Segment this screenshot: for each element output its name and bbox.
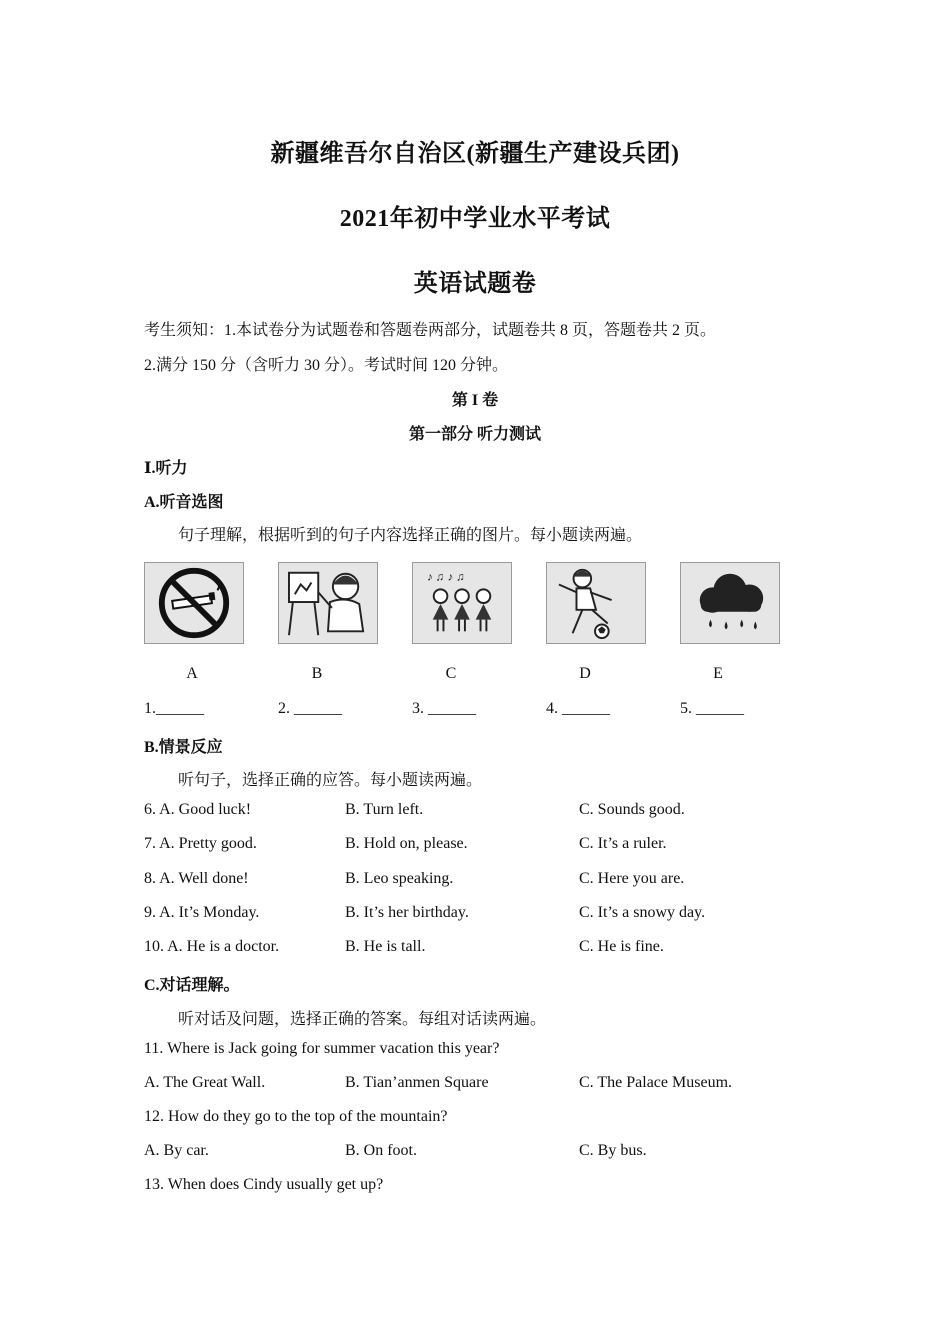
picture-label-c: C xyxy=(445,665,457,682)
picture-label-d: D xyxy=(579,665,591,682)
q10-option-b: B. He is tall. xyxy=(345,938,426,955)
q9-option-a: 9. A. It’s Monday. xyxy=(144,904,260,921)
picture-e xyxy=(680,562,780,644)
q13-stem: 13. When does Cindy usually get up? xyxy=(144,1176,384,1193)
section-b-heading: B.情景反应 xyxy=(144,739,223,756)
section-listening-heading: Ⅰ.听力 xyxy=(144,460,188,477)
q9-option-c: C. It’s a snowy day. xyxy=(579,904,706,921)
section-c-instruction: 听对话及问题，选择正确的答案。每组对话读两遍。 xyxy=(178,1011,547,1028)
q11-stem: 11. Where is Jack going for summer vacation this year? xyxy=(144,1040,500,1057)
no-smoking-icon xyxy=(145,563,243,643)
section-b-instruction: 听句子，选择正确的应答。每小题读两遍。 xyxy=(178,772,483,789)
q7-option-c: C. It’s a ruler. xyxy=(579,835,667,852)
q8-option-b: B. Leo speaking. xyxy=(345,870,454,887)
q12-option-b: B. On foot. xyxy=(345,1142,417,1159)
football-player-icon xyxy=(547,563,645,643)
svg-text:♪ ♫ ♪ ♫: ♪ ♫ ♪ ♫ xyxy=(426,570,465,584)
answer-blank-1[interactable]: 1.______ xyxy=(144,700,204,717)
q6-option-b: B. Turn left. xyxy=(345,801,424,818)
picture-label-e: E xyxy=(713,665,723,682)
q12-option-c: C. By bus. xyxy=(579,1142,647,1159)
picture-label-a: A xyxy=(186,665,198,682)
volume-heading: 第 I 卷 xyxy=(451,392,499,409)
picture-d xyxy=(546,562,646,644)
picture-b xyxy=(278,562,378,644)
notice-line-1: 考生须知：1.本试卷分为试题卷和答题卷两部分，试题卷共 8 页，答题卷共 2 页。 xyxy=(144,322,717,339)
section-a-heading: A.听音选图 xyxy=(144,494,224,511)
answer-blank-3[interactable]: 3. ______ xyxy=(412,700,476,717)
q11-option-c: C. The Palace Museum. xyxy=(579,1074,733,1091)
q10-option-c: C. He is fine. xyxy=(579,938,664,955)
singing-children-icon xyxy=(413,563,511,643)
q6-option-a: 6. A. Good luck! xyxy=(144,801,252,818)
section-a-instruction: 句子理解，根据听到的句子内容选择正确的图片。每小题读两遍。 xyxy=(178,527,643,544)
q9-option-b: B. It’s her birthday. xyxy=(345,904,469,921)
q12-option-a: A. By car. xyxy=(144,1142,209,1159)
q8-option-c: C. Here you are. xyxy=(579,870,685,887)
q11-option-b: B. Tian’anmen Square xyxy=(345,1074,489,1091)
q7-option-a: 7. A. Pretty good. xyxy=(144,835,257,852)
answer-blank-4[interactable]: 4. ______ xyxy=(546,700,610,717)
notice-line-2: 2.满分 150 分（含听力 30 分）。考试时间 120 分钟。 xyxy=(144,357,509,374)
q12-stem: 12. How do they go to the top of the mountain? xyxy=(144,1108,448,1125)
q11-option-a: A. The Great Wall. xyxy=(144,1074,266,1091)
picture-c xyxy=(412,562,512,644)
answer-blank-2[interactable]: 2. ______ xyxy=(278,700,342,717)
painting-icon xyxy=(279,563,377,643)
part-heading: 第一部分 听力测试 xyxy=(408,426,541,443)
picture-label-b: B xyxy=(311,665,323,682)
q6-option-c: C. Sounds good. xyxy=(579,801,685,818)
answer-blank-5[interactable]: 5. ______ xyxy=(680,700,744,717)
exam-title-year: 2021年初中学业水平考试 xyxy=(339,206,611,232)
exam-title-region: 新疆维吾尔自治区(新疆生产建设兵团) xyxy=(270,141,680,167)
q7-option-b: B. Hold on, please. xyxy=(345,835,468,852)
picture-a xyxy=(144,562,244,644)
section-c-heading: C.对话理解。 xyxy=(144,977,240,994)
rain-cloud-icon xyxy=(681,563,779,643)
q10-option-a: 10. A. He is a doctor. xyxy=(144,938,280,955)
exam-title-subject: 英语试题卷 xyxy=(413,271,537,297)
q8-option-a: 8. A. Well done! xyxy=(144,870,249,887)
